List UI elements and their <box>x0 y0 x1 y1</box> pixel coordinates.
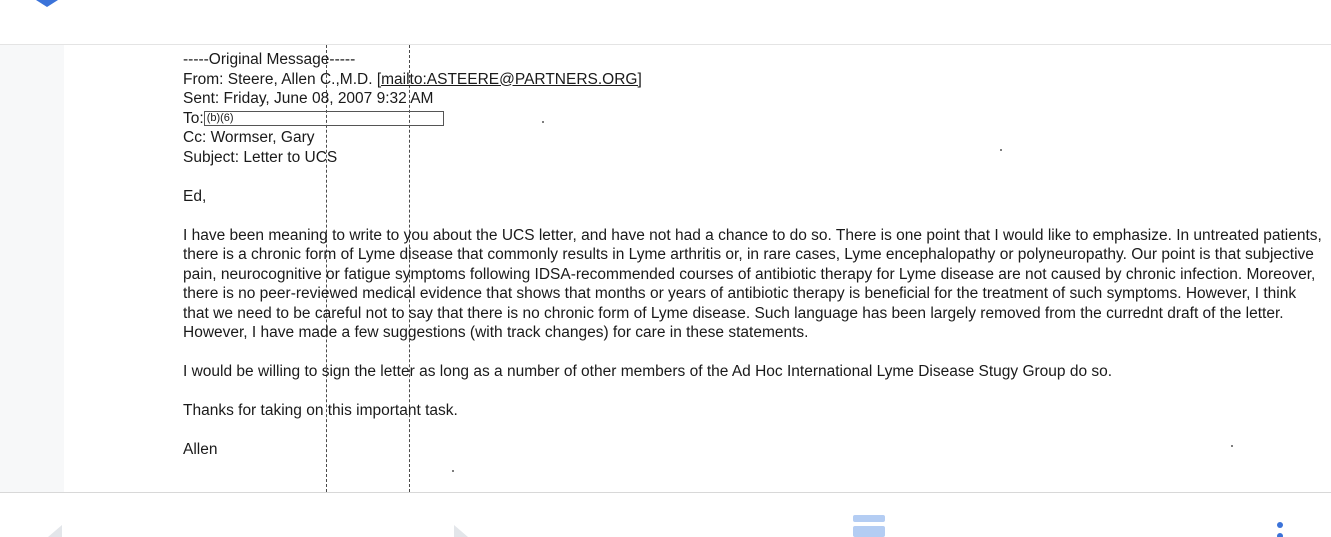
top-toolbar <box>0 0 1331 45</box>
sent-value: Friday, June 08, 2007 9:32 AM <box>223 90 434 107</box>
redaction-box: (b)(6) <box>204 111 444 126</box>
to-line <box>183 109 1323 129</box>
cc-line <box>183 128 1323 148</box>
forward-arrow-icon[interactable] <box>452 523 476 537</box>
signature: Allen <box>183 441 218 458</box>
pages-icon[interactable] <box>852 513 886 537</box>
scan-speck <box>1231 445 1233 447</box>
from-label: From: <box>183 70 224 88</box>
bookmark-icon[interactable] <box>34 0 60 8</box>
cc-value: Wormser, Gary <box>210 129 315 146</box>
subject-label: Subject: <box>183 148 240 166</box>
greeting: Ed, <box>183 187 207 205</box>
sent-line <box>183 89 1323 109</box>
more-vert-icon[interactable] <box>1274 519 1286 537</box>
body-paragraph: Thanks for taking on this important task. <box>183 402 458 419</box>
email-document <box>183 50 1323 460</box>
from-line <box>183 70 1323 90</box>
from-mailto-link[interactable]: [mailto:ASTEERE@PARTNERS.ORG] <box>376 70 642 88</box>
cc-label: Cc: <box>183 129 207 146</box>
to-label: To: <box>183 109 204 127</box>
scanned-page <box>64 45 1331 492</box>
scan-speck <box>1000 149 1002 151</box>
original-message-line: -----Original Message----- <box>183 51 356 68</box>
from-name: Steere, Allen C.,M.D. <box>227 70 373 88</box>
bottom-nav-bar <box>0 492 1331 537</box>
back-arrow-icon[interactable] <box>40 523 64 537</box>
sent-label: Sent: <box>183 90 220 107</box>
subject-line <box>183 148 1323 168</box>
body-paragraph: I have been meaning to write to you about the UCS letter, and have not had a chance to do so. There is one point that I would like to emphasize. In untreated patients, there is a chronic form of Lyme disease that commonly results in Lyme arthritis or, in rare cases, Lyme encephalopathy or polyneuropathy. Our point is that subjective pain, neurocognitive or fatigue symptoms following IDSA-recommended courses of antibiotic therapy for Lyme disease are not caused by chronic infection. Moreover, there is no peer-reviewed medical evidence that shows that months or years of antibiotic therapy is beneficial for the treatment of such symptoms. However, I think that we need to be careful not to say that there is no chronic form of Lyme disease. Such language has been largely removed from the currednt draft of the letter. However, I have made a few suggestions (with track changes) for care in these statements. <box>183 226 1322 341</box>
document-viewer[interactable] <box>0 45 1331 492</box>
body-paragraph: I would be willing to sign the letter as long as a number of other members of the Ad Hoc International Lyme Disease Stugy Group do so. <box>183 363 1113 380</box>
scan-speck <box>542 121 544 123</box>
scan-speck <box>452 470 454 472</box>
subject-value: Letter to UCS <box>243 148 338 166</box>
